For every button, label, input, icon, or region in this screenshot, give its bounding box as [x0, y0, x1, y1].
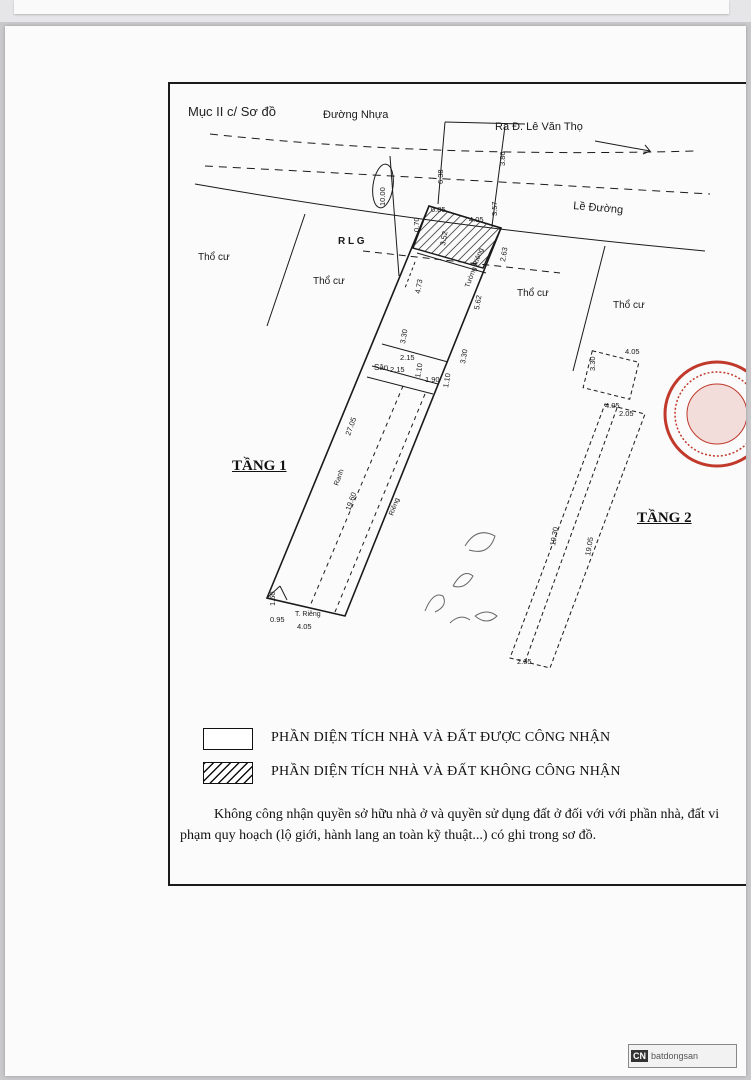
residential-label-1: Thổ cư [198, 252, 230, 263]
legal-note: Không công nhận quyền sở hữu nhà ở và quyền sử dụng đất ở đối với với phần nhà, đất vi phạm quy hoạch (lộ giới, hành lang an toàn kỹ thuật...) có ghi trong sơ đồ. [180, 807, 720, 843]
dim-label: 0.70 [412, 217, 421, 232]
dim-label: 3.30 [588, 356, 597, 371]
rlg-label: R L G [338, 236, 365, 247]
dim-label: 6.38 [436, 169, 445, 184]
floor2-title: TẦNG 2 [637, 510, 692, 526]
legend-recognized-swatch [203, 728, 253, 750]
residential-label-2: Thổ cư [313, 276, 345, 287]
dim-label: 0.85 [431, 205, 446, 214]
top-strip [0, 0, 751, 22]
floor1-partition-2 [382, 344, 448, 362]
dim-label: 3.30 [398, 328, 410, 345]
floor2-inner-line [525, 408, 617, 662]
dim-label: 3.57 [490, 201, 499, 216]
dim-label: 3.30 [458, 348, 470, 365]
separate-label: Riêng [388, 497, 402, 517]
dim-label: 1.60 [268, 591, 277, 606]
dim-label: 1.10 [441, 372, 453, 389]
dim-label: 2.05 [517, 657, 532, 666]
yard-label: Sân [374, 363, 389, 372]
dim-guide-638 [438, 122, 445, 204]
dim-label: 2.63 [498, 246, 510, 263]
dim-label: 3.52 [438, 230, 450, 247]
site-watermark [628, 1044, 737, 1068]
dim-label: 4.05 [605, 401, 620, 410]
dim-label: 19.60 [343, 490, 359, 512]
road-edge-label: Lề Đường [572, 200, 624, 217]
dim-label: 4.05 [469, 215, 484, 224]
alley-label: Ranh [333, 468, 346, 487]
asphalt-road-label: Đường Nhựa [323, 109, 389, 121]
dim-label: 2.05 [619, 409, 634, 418]
dim-label: 19.05 [583, 536, 596, 557]
watermark-logo-icon: CN [633, 1051, 646, 1061]
floor1-inner-dim [405, 262, 415, 288]
dim-label: 4.05 [625, 347, 640, 356]
dim-label: 0.95 [270, 615, 285, 624]
section-title: Mục II c/ Sơ đồ [188, 104, 276, 119]
residential-label-4: Thổ cư [613, 300, 645, 311]
dim-label: 10.00 [378, 187, 387, 206]
dim-label: 5.62 [472, 294, 484, 311]
dim-label: 2.15 [400, 353, 415, 362]
dim-label: 3.86 [498, 151, 507, 166]
handwritten-annotation [425, 533, 497, 623]
site-plan-drawing [5, 26, 746, 1076]
road-upper-dashed-line [210, 134, 695, 153]
dim-label: 2.15 [390, 365, 405, 374]
legend-recognized-label: PHẦN DIỆN TÍCH NHÀ VÀ ĐẤT ĐƯỢC CÔNG NHẬN [271, 730, 611, 745]
document-page [5, 26, 746, 1076]
left-neighbour-line [267, 214, 305, 326]
exit-road-label: Ra Đ. Lê Văn Thọ [495, 121, 583, 133]
dim-label: 4.05 [297, 622, 312, 631]
previous-page-edge [14, 0, 729, 14]
official-stamp [665, 362, 746, 466]
dim-label: 27.05 [343, 415, 359, 437]
legend-not-recognized-swatch [203, 762, 253, 784]
dim-label: 19.30 [548, 526, 561, 547]
dim-label: 4.73 [413, 278, 425, 295]
floor1-corner-2 [280, 586, 287, 600]
wall-label: Tường Riêng [464, 247, 486, 289]
residential-label-3: Thổ cư [517, 288, 549, 299]
legend-not-recognized-label: PHẦN DIỆN TÍCH NHÀ VÀ ĐẤT KHÔNG CÔNG NHẬN [271, 764, 621, 779]
floor1-hatched-area [413, 206, 501, 268]
back-wall-label: T. Riêng [295, 611, 321, 618]
floor1-title: TẦNG 1 [232, 458, 287, 474]
road-lower-dashed-line [205, 166, 710, 194]
dim-label: 1.10 [413, 362, 425, 379]
exit-arrow [595, 141, 650, 151]
floor2-outline [510, 404, 645, 668]
watermark-text: batdongsan [651, 1051, 699, 1061]
dim-label: 1.90 [425, 375, 440, 384]
